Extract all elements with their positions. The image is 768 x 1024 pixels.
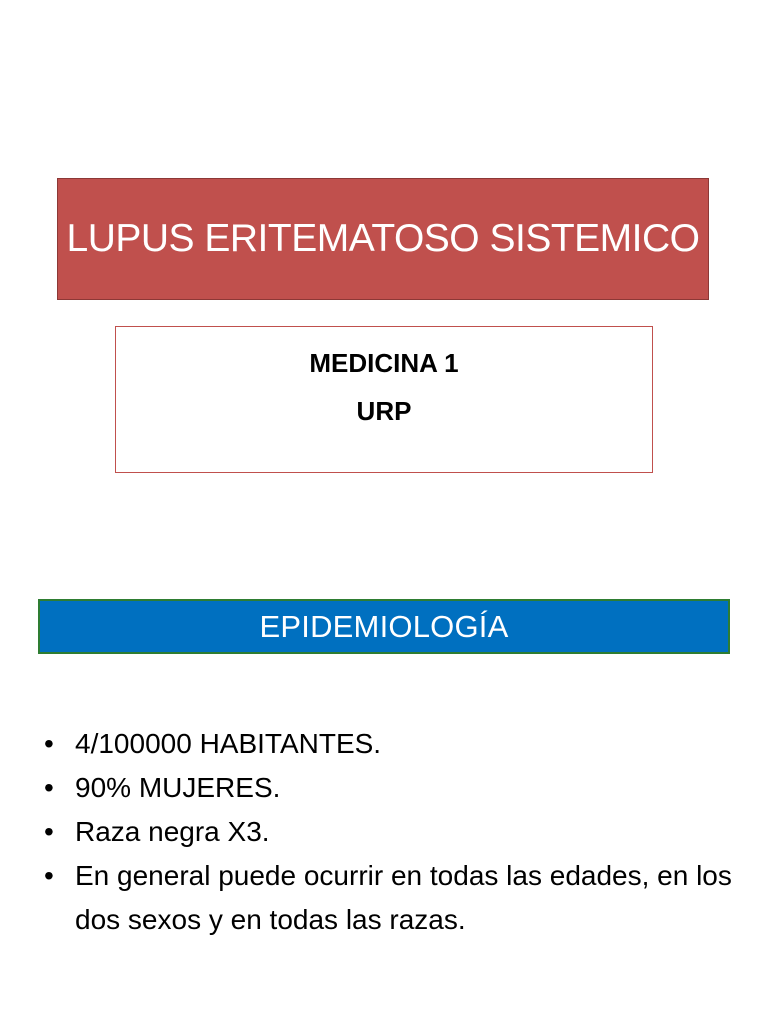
list-item xyxy=(44,722,734,766)
slide-epidemiology xyxy=(0,512,768,1024)
section-heading-banner xyxy=(38,599,730,654)
bullet-icon: • xyxy=(44,772,54,803)
bullet-text: 90% MUJERES. xyxy=(75,772,281,803)
title-banner xyxy=(57,178,709,300)
bullet-list xyxy=(44,722,734,942)
list-item xyxy=(44,810,734,854)
list-item xyxy=(44,854,734,942)
list-item xyxy=(44,766,734,810)
bullet-icon: • xyxy=(44,728,54,759)
slide-title: LUPUS ERITEMATOSO SISTEMICO xyxy=(66,217,700,260)
subtitle-institution: URP xyxy=(356,396,412,426)
bullet-icon: • xyxy=(44,816,54,847)
subtitle-course: MEDICINA 1 xyxy=(309,348,459,378)
subtitle-box xyxy=(115,326,653,473)
section-heading: EPIDEMIOLOGÍA xyxy=(259,608,509,644)
bullet-text: 4/100000 HABITANTES. xyxy=(75,728,382,759)
bullet-icon: • xyxy=(44,860,54,891)
bullet-text: Raza negra X3. xyxy=(75,816,270,847)
bullet-text: En general puede ocurrir en todas las edades, en los dos sexos y en todas las razas. xyxy=(75,860,732,935)
